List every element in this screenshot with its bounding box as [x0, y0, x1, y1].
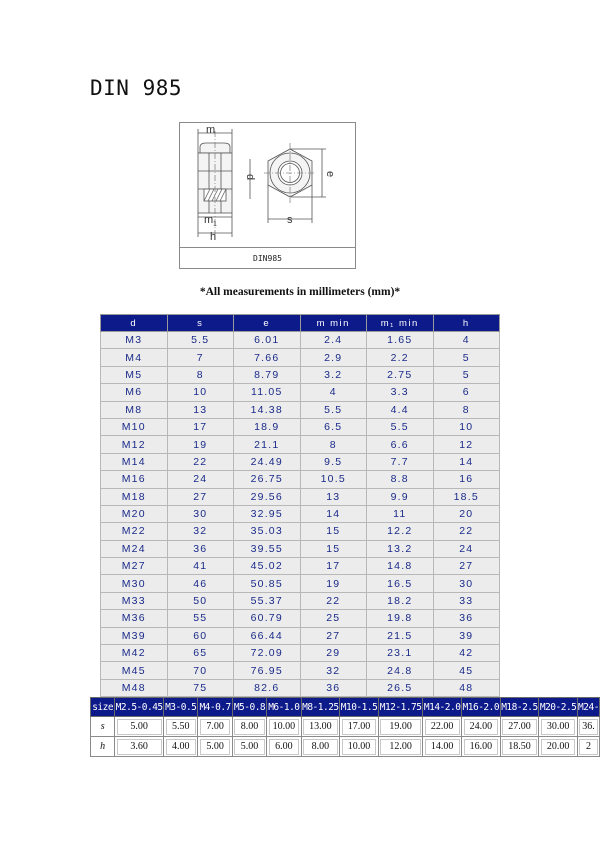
table-cell: 2.4 [300, 332, 367, 349]
table-row [101, 332, 500, 349]
table-cell: M3 [101, 332, 168, 349]
table-cell: M24 [101, 540, 168, 557]
size-table [90, 697, 600, 757]
size-cell: 10.00 [340, 737, 379, 757]
table-cell: 8 [300, 436, 367, 453]
size-cell: 5.00 [115, 717, 164, 737]
table-row [101, 453, 500, 470]
table-cell: 24 [167, 471, 234, 488]
table-cell: 2.9 [300, 349, 367, 366]
size-column-header: M16-2.0 [462, 698, 501, 717]
table-row [101, 401, 500, 418]
table-cell: 45 [433, 662, 500, 679]
table-cell: 39.55 [234, 540, 301, 557]
table-cell: 32 [300, 662, 367, 679]
size-cell: 2 [577, 737, 599, 757]
table-cell: 16 [433, 471, 500, 488]
table-cell: 22 [167, 453, 234, 470]
table-row [101, 523, 500, 540]
size-cell: 27.00 [500, 717, 539, 737]
size-column-header: M3-0.5 [164, 698, 198, 717]
measurement-note: *All measurements in millimeters (mm)* [199, 286, 401, 298]
size-column-header: M12-1.75 [378, 698, 422, 717]
table-row [101, 384, 500, 401]
size-cell: 5.50 [164, 717, 198, 737]
table-cell: 14 [433, 453, 500, 470]
table-cell: M30 [101, 575, 168, 592]
size-cell: 30.00 [539, 717, 578, 737]
table-cell: 4 [433, 332, 500, 349]
table-cell: M39 [101, 627, 168, 644]
table-cell: 1.65 [367, 332, 434, 349]
table-cell: 4.4 [367, 401, 434, 418]
column-header: m₁ min [367, 315, 434, 332]
table-cell: 70 [167, 662, 234, 679]
table-cell: M20 [101, 505, 168, 522]
table-cell: M10 [101, 418, 168, 435]
table-cell: M48 [101, 679, 168, 696]
size-column-header: M5-0.8 [232, 698, 266, 717]
table-cell: M16 [101, 471, 168, 488]
table-cell: 75 [167, 679, 234, 696]
table-row [101, 679, 500, 696]
table-cell: 22 [300, 592, 367, 609]
size-column-header: M4-0.7 [198, 698, 232, 717]
size-cell: 18.50 [500, 737, 539, 757]
table-cell: 7 [167, 349, 234, 366]
table-cell: M18 [101, 488, 168, 505]
din985-drawing [179, 122, 356, 269]
size-cell: 8.00 [232, 717, 266, 737]
table-cell: 65 [167, 645, 234, 662]
size-cell: 24.00 [462, 717, 501, 737]
nut-diagram [180, 123, 355, 247]
size-row-label: s [91, 717, 115, 737]
table-cell: 25 [300, 610, 367, 627]
table-cell: 36 [433, 610, 500, 627]
size-cell: 22.00 [423, 717, 462, 737]
size-cell: 8.00 [301, 737, 340, 757]
size-column-header: M6-1.0 [267, 698, 301, 717]
table-cell: 72.09 [234, 645, 301, 662]
table-cell: 76.95 [234, 662, 301, 679]
size-column-header: M14-2.0 [423, 698, 462, 717]
table-cell: M36 [101, 610, 168, 627]
table-row [101, 610, 500, 627]
table-cell: M22 [101, 523, 168, 540]
table-cell: 3.3 [367, 384, 434, 401]
table-cell: 66.44 [234, 627, 301, 644]
table-cell: M45 [101, 662, 168, 679]
table-cell: 12 [433, 436, 500, 453]
table-cell: 19.8 [367, 610, 434, 627]
table-cell: 20 [433, 505, 500, 522]
table-cell: 33 [433, 592, 500, 609]
m-label: m [206, 124, 216, 136]
h-label: h [210, 231, 217, 243]
table-cell: 35.03 [234, 523, 301, 540]
table-cell: 5.5 [167, 332, 234, 349]
table-cell: 21.1 [234, 436, 301, 453]
table-cell: 15 [300, 523, 367, 540]
table-row [101, 645, 500, 662]
size-cell: 3.60 [115, 737, 164, 757]
table-cell: 14.38 [234, 401, 301, 418]
size-cell: 16.00 [462, 737, 501, 757]
table-cell: 22 [433, 523, 500, 540]
table-row [101, 558, 500, 575]
table-row [101, 488, 500, 505]
table-row [101, 505, 500, 522]
table-row [101, 418, 500, 435]
table-row [101, 540, 500, 557]
m1-subscript: 1 [213, 221, 217, 228]
table-cell: 17 [300, 558, 367, 575]
table-cell: M14 [101, 453, 168, 470]
table-cell: 14.8 [367, 558, 434, 575]
table-cell: M12 [101, 436, 168, 453]
table-cell: 50.85 [234, 575, 301, 592]
table-cell: M27 [101, 558, 168, 575]
table-row [101, 575, 500, 592]
table-cell: 32 [167, 523, 234, 540]
size-cell: 36. [577, 717, 599, 737]
size-column-header: M24- [577, 698, 599, 717]
table-cell: 29 [300, 645, 367, 662]
table-cell: 9.5 [300, 453, 367, 470]
size-column-header: M8-1.25 [301, 698, 340, 717]
table-cell: 13 [300, 488, 367, 505]
table-row [101, 349, 500, 366]
size-column-header: M18-2.5 [500, 698, 539, 717]
table-cell: 7.7 [367, 453, 434, 470]
size-cell: 4.00 [164, 737, 198, 757]
table-cell: M6 [101, 384, 168, 401]
table-cell: 27 [167, 488, 234, 505]
table-cell: 6.6 [367, 436, 434, 453]
size-cell: 19.00 [378, 717, 422, 737]
table-cell: M5 [101, 366, 168, 383]
table-cell: 36 [167, 540, 234, 557]
table-row [101, 471, 500, 488]
table-cell: 45.02 [234, 558, 301, 575]
table-cell: 6 [433, 384, 500, 401]
size-cell: 7.00 [198, 717, 232, 737]
figure-caption: DIN985 [180, 247, 355, 268]
column-header: e [234, 315, 301, 332]
size-column-header: size [91, 698, 115, 717]
table-cell: 26.5 [367, 679, 434, 696]
table-cell: 2.2 [367, 349, 434, 366]
size-column-header: M10-1.5 [340, 698, 379, 717]
size-cell: 14.00 [423, 737, 462, 757]
table-cell: 39 [433, 627, 500, 644]
table-cell: 5.5 [367, 418, 434, 435]
column-header: m min [300, 315, 367, 332]
dimensions-table [100, 314, 500, 697]
table-cell: 30 [433, 575, 500, 592]
table-cell: 8 [433, 401, 500, 418]
table-cell: 3.2 [300, 366, 367, 383]
table-cell: 8.79 [234, 366, 301, 383]
table-cell: 5 [433, 366, 500, 383]
size-table-row [91, 717, 600, 737]
table-cell: 27 [300, 627, 367, 644]
table-row [101, 436, 500, 453]
table-cell: 36 [300, 679, 367, 696]
table-cell: 42 [433, 645, 500, 662]
table-cell: 41 [167, 558, 234, 575]
table-cell: 23.1 [367, 645, 434, 662]
column-header: d [101, 315, 168, 332]
table-cell: 19 [300, 575, 367, 592]
size-column-header: M2.5-0.45 [115, 698, 164, 717]
page-title: DIN 985 [90, 76, 183, 100]
table-cell: 26.75 [234, 471, 301, 488]
table-header-row [101, 315, 500, 332]
table-cell: 14 [300, 505, 367, 522]
size-cell: 5.00 [232, 737, 266, 757]
table-cell: 60 [167, 627, 234, 644]
table-cell: 27 [433, 558, 500, 575]
table-cell: 6.01 [234, 332, 301, 349]
table-cell: 6.5 [300, 418, 367, 435]
s-label: s [287, 214, 293, 226]
column-header: s [167, 315, 234, 332]
table-cell: 11 [367, 505, 434, 522]
table-cell: 2.75 [367, 366, 434, 383]
table-row [101, 627, 500, 644]
table-cell: 32.95 [234, 505, 301, 522]
table-cell: 16.5 [367, 575, 434, 592]
table-cell: 7.66 [234, 349, 301, 366]
table-cell: 55 [167, 610, 234, 627]
table-cell: 4 [300, 384, 367, 401]
size-table-row [91, 737, 600, 757]
size-cell: 13.00 [301, 717, 340, 737]
table-cell: 5.5 [300, 401, 367, 418]
table-row [101, 592, 500, 609]
size-cell: 20.00 [539, 737, 578, 757]
table-cell: 82.6 [234, 679, 301, 696]
table-cell: 9.9 [367, 488, 434, 505]
table-cell: 10.5 [300, 471, 367, 488]
size-cell: 6.00 [267, 737, 301, 757]
table-cell: M8 [101, 401, 168, 418]
table-cell: 50 [167, 592, 234, 609]
table-cell: 18.2 [367, 592, 434, 609]
table-cell: 55.37 [234, 592, 301, 609]
table-cell: 13 [167, 401, 234, 418]
table-cell: 21.5 [367, 627, 434, 644]
table-cell: 10 [433, 418, 500, 435]
table-cell: 10 [167, 384, 234, 401]
table-cell: M4 [101, 349, 168, 366]
table-cell: 8.8 [367, 471, 434, 488]
table-cell: 24.8 [367, 662, 434, 679]
table-cell: 46 [167, 575, 234, 592]
table-cell: 13.2 [367, 540, 434, 557]
table-cell: 17 [167, 418, 234, 435]
table-cell: 19 [167, 436, 234, 453]
size-cell: 12.00 [378, 737, 422, 757]
table-cell: 24 [433, 540, 500, 557]
m1-label: m [204, 214, 214, 226]
d-label: d [244, 174, 256, 181]
size-header-row [91, 698, 600, 717]
size-row-label: h [91, 737, 115, 757]
size-cell: 10.00 [267, 717, 301, 737]
table-cell: M42 [101, 645, 168, 662]
table-cell: 11.05 [234, 384, 301, 401]
table-row [101, 662, 500, 679]
column-header: h [433, 315, 500, 332]
table-cell: 15 [300, 540, 367, 557]
table-cell: 29.56 [234, 488, 301, 505]
table-cell: 48 [433, 679, 500, 696]
table-cell: 18.5 [433, 488, 500, 505]
table-cell: 5 [433, 349, 500, 366]
table-cell: 60.79 [234, 610, 301, 627]
table-cell: 18.9 [234, 418, 301, 435]
size-cell: 5.00 [198, 737, 232, 757]
size-cell: 17.00 [340, 717, 379, 737]
table-row [101, 366, 500, 383]
table-cell: 24.49 [234, 453, 301, 470]
table-cell: 8 [167, 366, 234, 383]
table-cell: 30 [167, 505, 234, 522]
size-column-header: M20-2.5 [539, 698, 578, 717]
table-cell: M33 [101, 592, 168, 609]
e-label: e [324, 171, 336, 178]
table-cell: 12.2 [367, 523, 434, 540]
